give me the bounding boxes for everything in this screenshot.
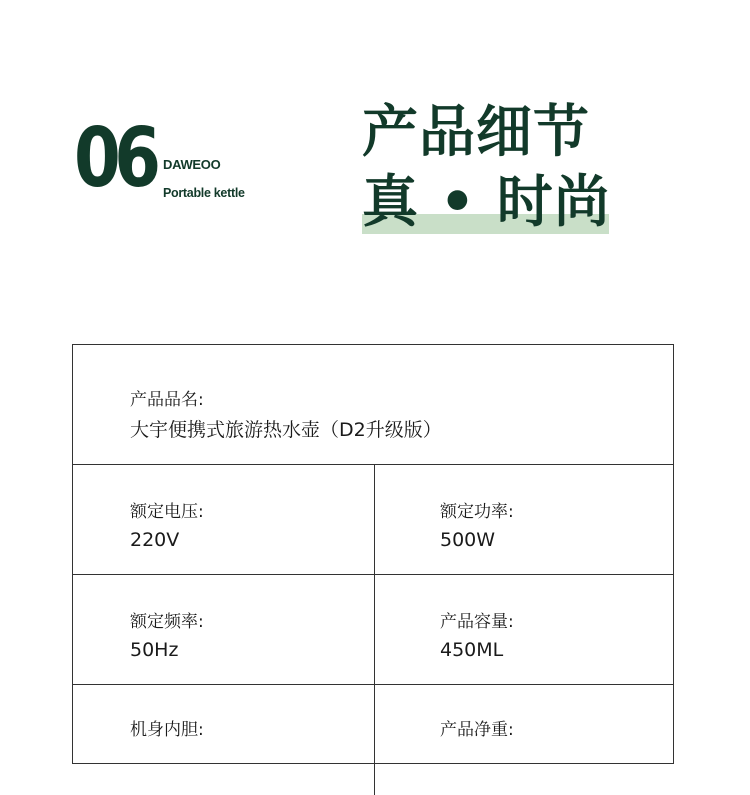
spec-cell-voltage (73, 465, 375, 574)
capacity-value: 450ML (440, 639, 504, 661)
spec-cell-capacity (375, 575, 673, 684)
power-value: 500W (440, 529, 496, 551)
page-title: 产品细节 (362, 100, 590, 165)
voltage-label: 额定电压: (130, 502, 204, 522)
product-name-label: 产品品名: (130, 390, 204, 410)
product-name-value: 大宇便携式旅游热水壶（D2升级版） (130, 419, 442, 441)
product-model: Portable kettle (163, 186, 245, 200)
power-label: 额定功率: (440, 502, 514, 522)
spec-row (73, 685, 673, 795)
capacity-label: 产品容量: (440, 612, 514, 632)
frequency-label: 额定频率: (130, 612, 204, 632)
spec-table (72, 344, 674, 764)
liner-label: 机身内胆: (130, 720, 204, 740)
spec-cell-liner (73, 685, 375, 795)
spec-cell-weight (375, 685, 673, 795)
spec-cell-frequency (73, 575, 375, 684)
spec-row-product-name (73, 345, 673, 465)
spec-cell-power (375, 465, 673, 574)
frequency-value: 50Hz (130, 639, 179, 661)
spec-row (73, 465, 673, 575)
section-number: 06 (74, 111, 155, 206)
voltage-value: 220V (130, 529, 180, 551)
weight-label: 产品净重: (440, 720, 514, 740)
page-subtitle: 真 • 时尚 (362, 170, 611, 235)
brand-name: DAWEOO (163, 157, 221, 172)
spec-row (73, 575, 673, 685)
